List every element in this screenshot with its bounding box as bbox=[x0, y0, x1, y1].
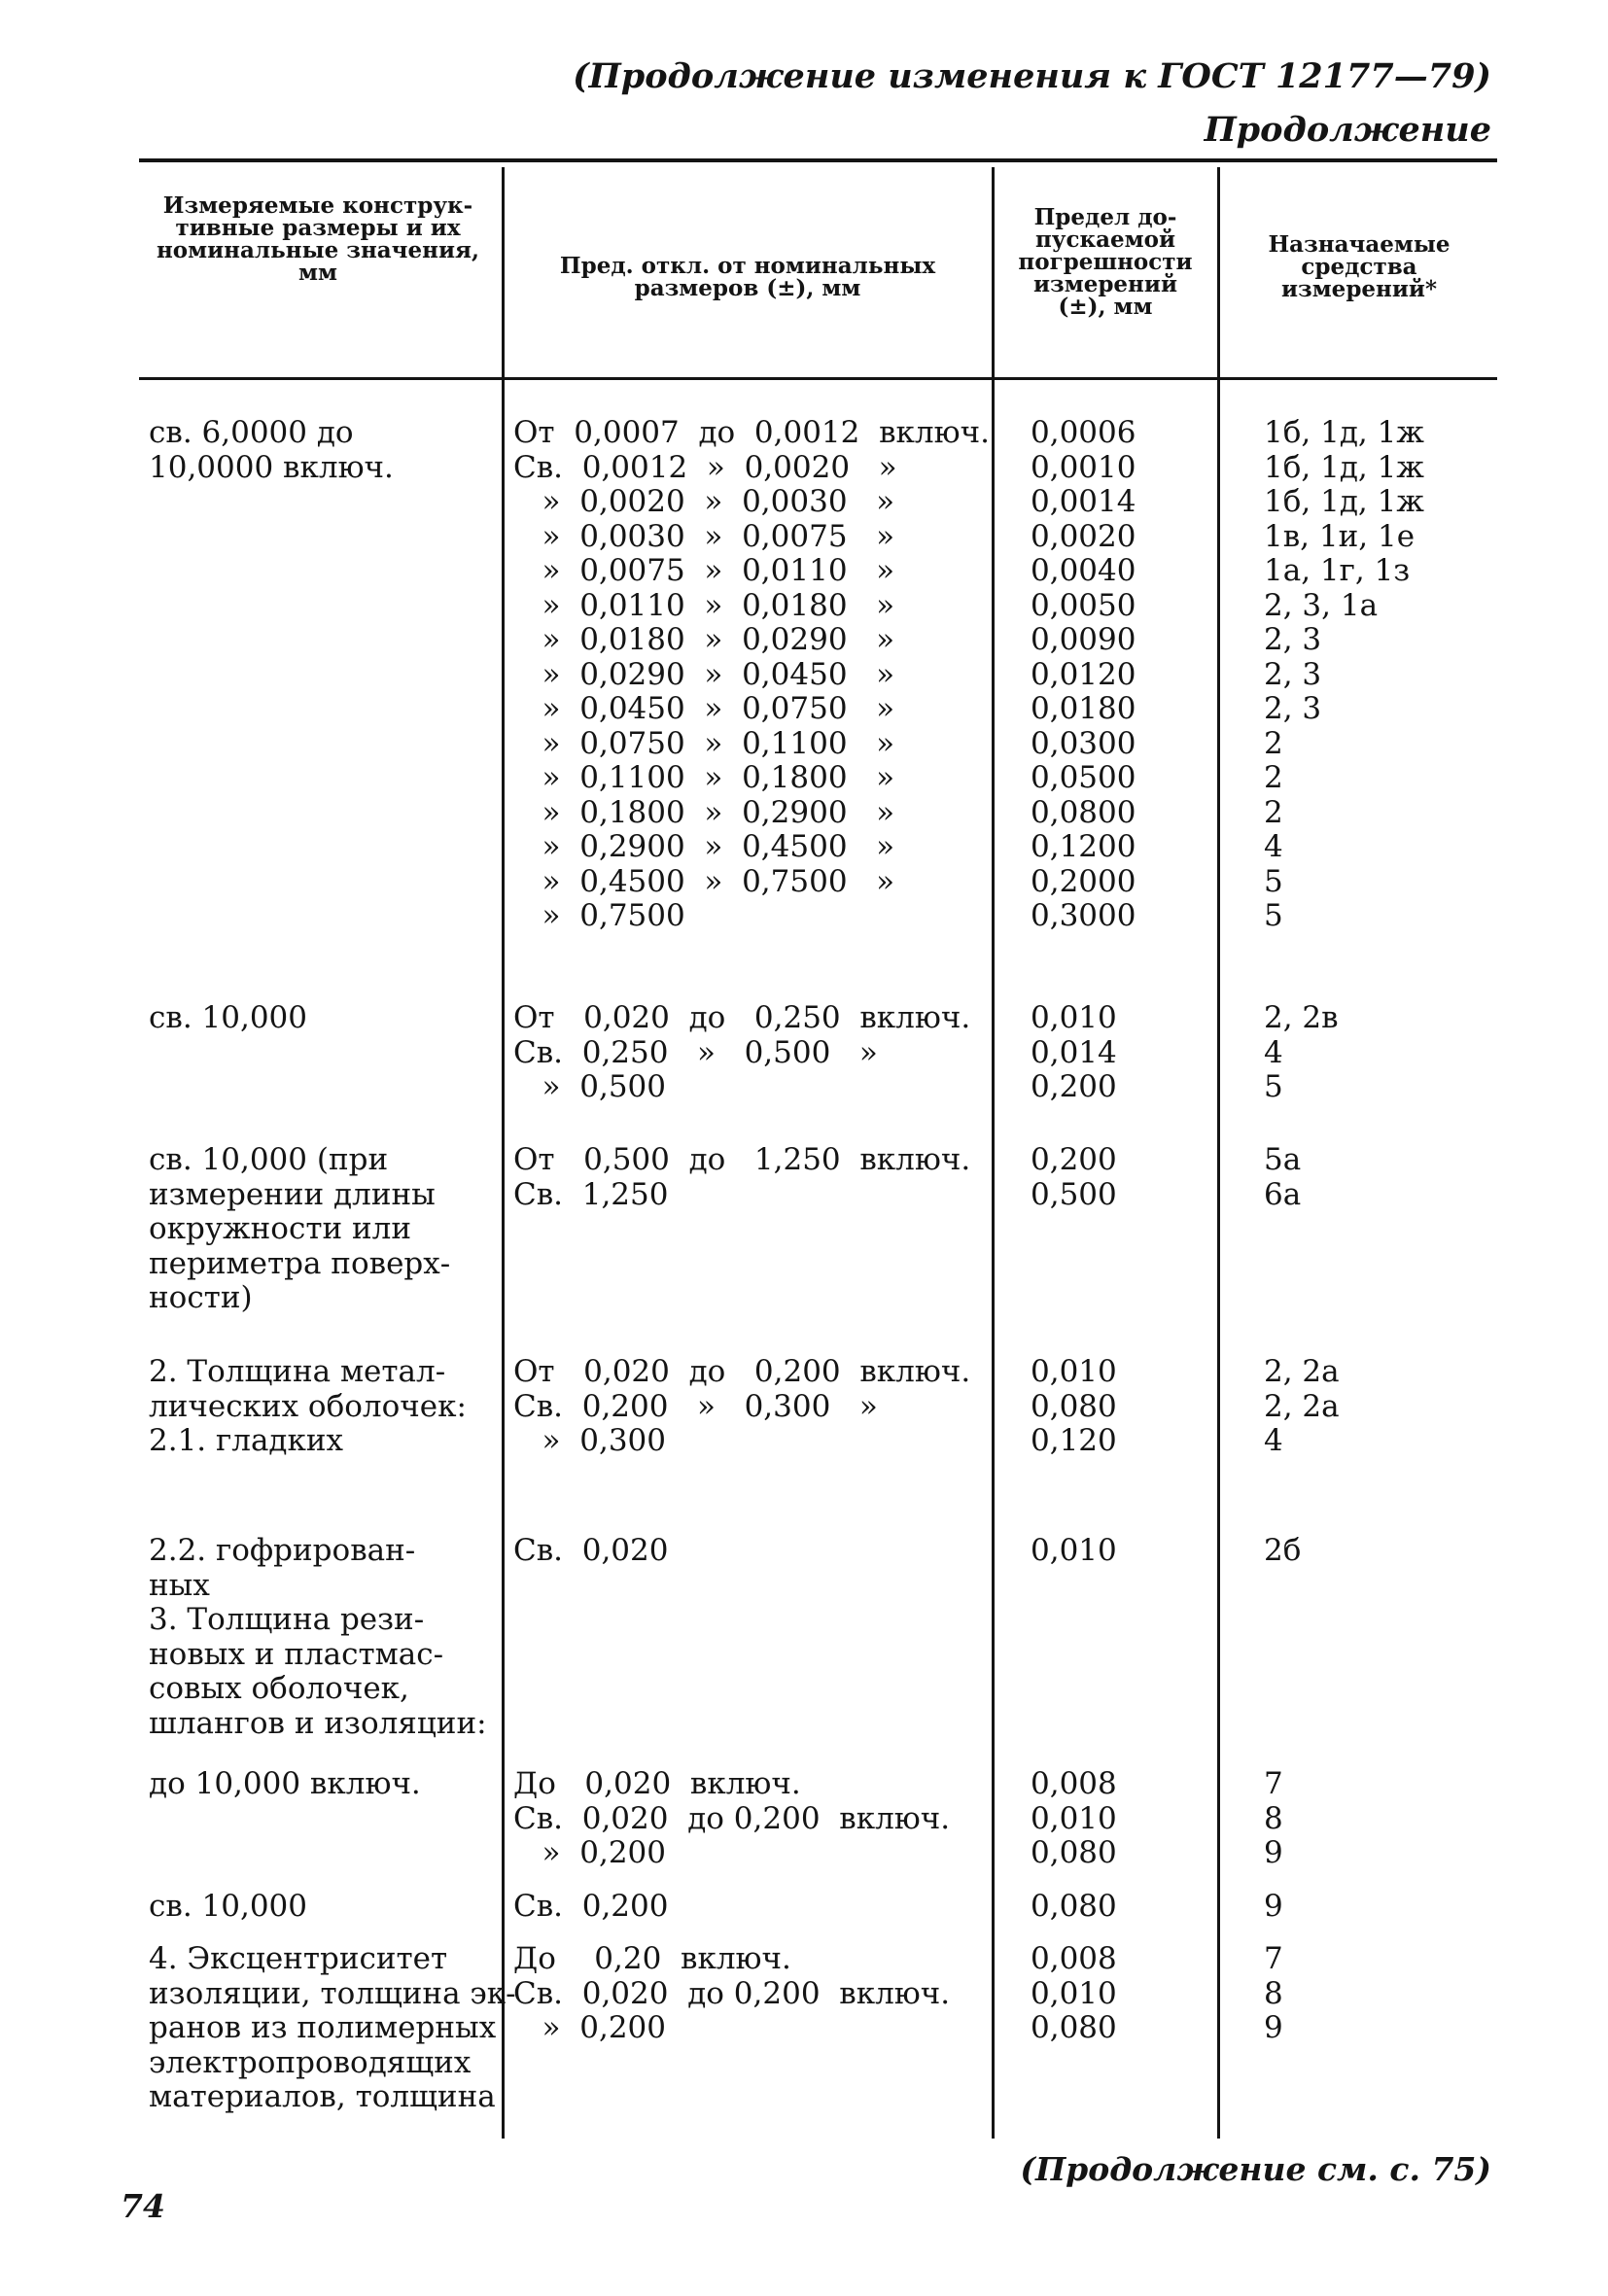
table-line: 0,500 bbox=[1031, 1176, 1117, 1212]
column-divider bbox=[502, 167, 505, 2139]
table-top-rule bbox=[139, 158, 1497, 162]
table-line: Св. 1,250 bbox=[513, 1176, 669, 1212]
table-line: 0,008 bbox=[1031, 1766, 1117, 1801]
table-line: 0,0300 bbox=[1031, 725, 1136, 761]
table-line: лических оболочек: bbox=[149, 1388, 467, 1424]
table-line: Св. 0,200 » 0,300 » bbox=[513, 1388, 878, 1424]
error-limit-cell bbox=[1031, 416, 1136, 934]
table-line: 2 bbox=[1264, 760, 1283, 795]
table-line: От 0,500 до 1,250 включ. bbox=[513, 1142, 971, 1177]
table-line: 2, 2а bbox=[1264, 1388, 1340, 1424]
table-line: 2, 2а bbox=[1264, 1354, 1340, 1389]
table-line: 0,080 bbox=[1031, 1889, 1117, 1924]
table-line: 4 bbox=[1264, 1423, 1283, 1458]
deviation-cell bbox=[513, 1143, 970, 1212]
table-line: 0,080 bbox=[1031, 2010, 1117, 2045]
dimension-cell bbox=[149, 1890, 495, 1925]
table-line: 7 bbox=[1264, 1766, 1283, 1801]
table-line: 1а, 1г, 1з bbox=[1264, 553, 1411, 588]
deviation-cell bbox=[513, 1001, 970, 1105]
table-line: 0,0120 bbox=[1031, 656, 1136, 692]
table-line: Св. 0,020 bbox=[513, 1533, 669, 1568]
error-limit-cell bbox=[1031, 1890, 1117, 1925]
table-line: св. 6,0000 до bbox=[149, 415, 354, 450]
table-line: 0,010 bbox=[1031, 1533, 1117, 1568]
table-line: Св. 0,020 до 0,200 включ. bbox=[513, 1975, 951, 2011]
table-line: » 0,0290 » 0,0450 » bbox=[513, 656, 895, 692]
table-line: до 10,000 включ. bbox=[149, 1766, 421, 1801]
table-line: » 0,0020 » 0,0030 » bbox=[513, 484, 895, 519]
table-line: 3. Толщина рези- bbox=[149, 1602, 425, 1637]
table-line: 9 bbox=[1264, 1889, 1283, 1924]
table-line: 1б, 1д, 1ж bbox=[1264, 484, 1424, 519]
table-line: 0,0050 bbox=[1031, 587, 1136, 623]
dimension-cell bbox=[149, 1767, 495, 1802]
dimension-cell bbox=[149, 1941, 516, 2115]
error-limit-cell bbox=[1031, 1942, 1117, 2046]
instrument-cell bbox=[1264, 1355, 1340, 1459]
table-line: 9 bbox=[1264, 1835, 1283, 1870]
table-line: 2, 3 bbox=[1264, 656, 1322, 692]
error-limit-cell bbox=[1031, 1001, 1117, 1105]
table-line: электропроводящих bbox=[149, 2044, 472, 2080]
table-line: новых и пластмас- bbox=[149, 1636, 444, 1672]
error-limit-cell bbox=[1031, 1767, 1117, 1871]
table-line: св. 10,000 bbox=[149, 1889, 307, 1924]
table-line: 5 bbox=[1264, 1069, 1283, 1104]
table-line: периметра поверх- bbox=[149, 1245, 451, 1281]
table-line: 0,200 bbox=[1031, 1142, 1117, 1177]
instrument-cell bbox=[1264, 1143, 1301, 1212]
table-line: 0,014 bbox=[1031, 1034, 1117, 1070]
table-line: 1б, 1д, 1ж bbox=[1264, 449, 1424, 485]
table-line: 4 bbox=[1264, 829, 1283, 864]
table-line: ранов из полимерных bbox=[149, 2010, 497, 2045]
table-line: » 0,0110 » 0,0180 » bbox=[513, 587, 895, 623]
table-line: 0,010 bbox=[1031, 1800, 1117, 1836]
instrument-cell bbox=[1264, 1767, 1283, 1871]
table-line: Св. 0,0012 » 0,0020 » bbox=[513, 449, 897, 485]
table-line: » 0,0030 » 0,0075 » bbox=[513, 518, 895, 554]
table-line: » 0,500 bbox=[513, 1069, 666, 1104]
table-line: От 0,0007 до 0,0012 включ. bbox=[513, 415, 990, 450]
deviation-cell bbox=[513, 1767, 950, 1871]
table-line: » 0,1800 » 0,2900 » bbox=[513, 794, 895, 830]
column-header-error-limit: Предел до- пускаемой погрешности измерений (±), мм bbox=[1018, 204, 1193, 320]
table-line: 4 bbox=[1264, 1034, 1283, 1070]
deviation-cell bbox=[513, 1890, 668, 1925]
table-line: изоляции, толщина эк- bbox=[149, 1975, 516, 2011]
table-line: 0,0014 bbox=[1031, 484, 1136, 519]
table-line: » 0,2900 » 0,4500 » bbox=[513, 829, 895, 864]
table-line: 2 bbox=[1264, 794, 1283, 830]
table-line: » 0,200 bbox=[513, 2010, 666, 2045]
deviation-cell bbox=[513, 416, 990, 934]
table-line: св. 10,000 bbox=[149, 1000, 307, 1035]
table-line: От 0,020 до 0,200 включ. bbox=[513, 1354, 971, 1389]
table-line: 0,0090 bbox=[1031, 622, 1136, 657]
table-line: » 0,0075 » 0,0110 » bbox=[513, 553, 895, 588]
page-number: 74 bbox=[121, 2187, 165, 2225]
dimension-cell bbox=[149, 1143, 495, 1316]
column-divider bbox=[1217, 167, 1220, 2139]
continuation-footer: (Продолжение см. с. 75) bbox=[1020, 2150, 1491, 2188]
table-line: 0,0180 bbox=[1031, 691, 1136, 726]
table-line: 2. Толщина метал- bbox=[149, 1354, 446, 1389]
error-limit-cell bbox=[1031, 1355, 1117, 1459]
table-line: 9 bbox=[1264, 2010, 1283, 2045]
deviation-cell bbox=[513, 1942, 950, 2046]
table-line: 0,008 bbox=[1031, 1941, 1117, 1976]
table-line: 2, 2в bbox=[1264, 1000, 1339, 1035]
table-line: 0,010 bbox=[1031, 1975, 1117, 2011]
dimension-cell bbox=[149, 416, 495, 485]
dimension-cell bbox=[149, 1534, 495, 1741]
table-line: совых оболочек, bbox=[149, 1671, 409, 1706]
table-line: измерении длины bbox=[149, 1176, 436, 1212]
table-line: окружности или bbox=[149, 1211, 412, 1246]
column-header-dimensions: Измеряемые конструк- тивные размеры и их номинальные значения, мм bbox=[156, 192, 480, 286]
table-line: 2.1. гладких bbox=[149, 1423, 344, 1458]
error-limit-cell bbox=[1031, 1143, 1117, 1212]
table-line: 10,0000 включ. bbox=[149, 449, 394, 485]
instrument-cell bbox=[1264, 1534, 1301, 1569]
table-line: св. 10,000 (при bbox=[149, 1142, 389, 1177]
table-line: 0,120 bbox=[1031, 1423, 1117, 1458]
table-line: 2.2. гофрирован- bbox=[149, 1533, 416, 1568]
table-line: 2, 3, 1а bbox=[1264, 587, 1379, 623]
table-line: 0,0040 bbox=[1031, 553, 1136, 588]
instrument-cell bbox=[1264, 416, 1424, 934]
table-line: ных bbox=[149, 1567, 210, 1603]
table-line: » 0,4500 » 0,7500 » bbox=[513, 863, 895, 899]
table-line: 5 bbox=[1264, 863, 1283, 899]
table-line: » 0,300 bbox=[513, 1423, 666, 1458]
table-line: 0,0006 bbox=[1031, 415, 1136, 450]
table-line: 0,0800 bbox=[1031, 794, 1136, 830]
table-line: 0,0500 bbox=[1031, 760, 1136, 795]
table-line: До 0,20 включ. bbox=[513, 1941, 791, 1976]
table-line: До 0,020 включ. bbox=[513, 1766, 801, 1801]
table-line: 0,3000 bbox=[1031, 898, 1136, 933]
error-limit-cell bbox=[1031, 1534, 1117, 1569]
table-line: 0,0010 bbox=[1031, 449, 1136, 485]
table-line: 7 bbox=[1264, 1941, 1283, 1976]
column-header-instruments: Назначаемые средства измерений* bbox=[1268, 231, 1451, 302]
column-header-deviation: Пред. откл. от номинальных размеров (±), мм bbox=[559, 253, 936, 301]
table-line: 5 bbox=[1264, 898, 1283, 933]
table-line: 0,200 bbox=[1031, 1069, 1117, 1104]
table-line: 0,080 bbox=[1031, 1835, 1117, 1870]
table-line: 0,010 bbox=[1031, 1354, 1117, 1389]
table-line: » 0,1100 » 0,1800 » bbox=[513, 760, 895, 795]
instrument-cell bbox=[1264, 1001, 1339, 1105]
table-line: 0,080 bbox=[1031, 1388, 1117, 1424]
table-line: Св. 0,250 » 0,500 » bbox=[513, 1034, 878, 1070]
table-line: шлангов и изоляции: bbox=[149, 1705, 487, 1741]
dimension-cell bbox=[149, 1355, 495, 1459]
dimension-cell bbox=[149, 1001, 495, 1036]
table-line: 5а bbox=[1264, 1142, 1302, 1177]
table-line: 1в, 1и, 1е bbox=[1264, 518, 1416, 554]
table-line: 6а bbox=[1264, 1176, 1302, 1212]
table-line: 2б bbox=[1264, 1533, 1302, 1568]
table-line: » 0,0450 » 0,0750 » bbox=[513, 691, 895, 726]
table-line: 4. Эксцентриситет bbox=[149, 1941, 448, 1976]
table-line: 8 bbox=[1264, 1975, 1283, 2011]
table-line: Св. 0,020 до 0,200 включ. bbox=[513, 1800, 951, 1836]
table-header-rule bbox=[139, 377, 1497, 380]
table-line: 2, 3 bbox=[1264, 691, 1322, 726]
table-line: материалов, толщина bbox=[149, 2079, 496, 2114]
table-line: 0,010 bbox=[1031, 1000, 1117, 1035]
continuation-subheader: Продолжение bbox=[1204, 110, 1491, 150]
table-line: 1б, 1д, 1ж bbox=[1264, 415, 1424, 450]
instrument-cell bbox=[1264, 1942, 1283, 2046]
table-line: От 0,020 до 0,250 включ. bbox=[513, 1000, 971, 1035]
table-line: 2 bbox=[1264, 725, 1283, 761]
column-divider bbox=[992, 167, 995, 2139]
table-line: 8 bbox=[1264, 1800, 1283, 1836]
table-line: » 0,0180 » 0,0290 » bbox=[513, 622, 895, 657]
table-line: » 0,200 bbox=[513, 1835, 666, 1870]
table-line: » 0,7500 bbox=[513, 898, 685, 933]
table-line: ности) bbox=[149, 1280, 253, 1315]
continuation-header: (Продолжение изменения к ГОСТ 12177—79) bbox=[573, 56, 1491, 96]
table-line: 0,0020 bbox=[1031, 518, 1136, 554]
table-line: » 0,0750 » 0,1100 » bbox=[513, 725, 895, 761]
deviation-cell bbox=[513, 1355, 970, 1459]
table-line: 0,2000 bbox=[1031, 863, 1136, 899]
table-line: Св. 0,200 bbox=[513, 1889, 669, 1924]
deviation-cell bbox=[513, 1534, 668, 1569]
instrument-cell bbox=[1264, 1890, 1283, 1925]
table-line: 2, 3 bbox=[1264, 622, 1322, 657]
table-line: 0,1200 bbox=[1031, 829, 1136, 864]
